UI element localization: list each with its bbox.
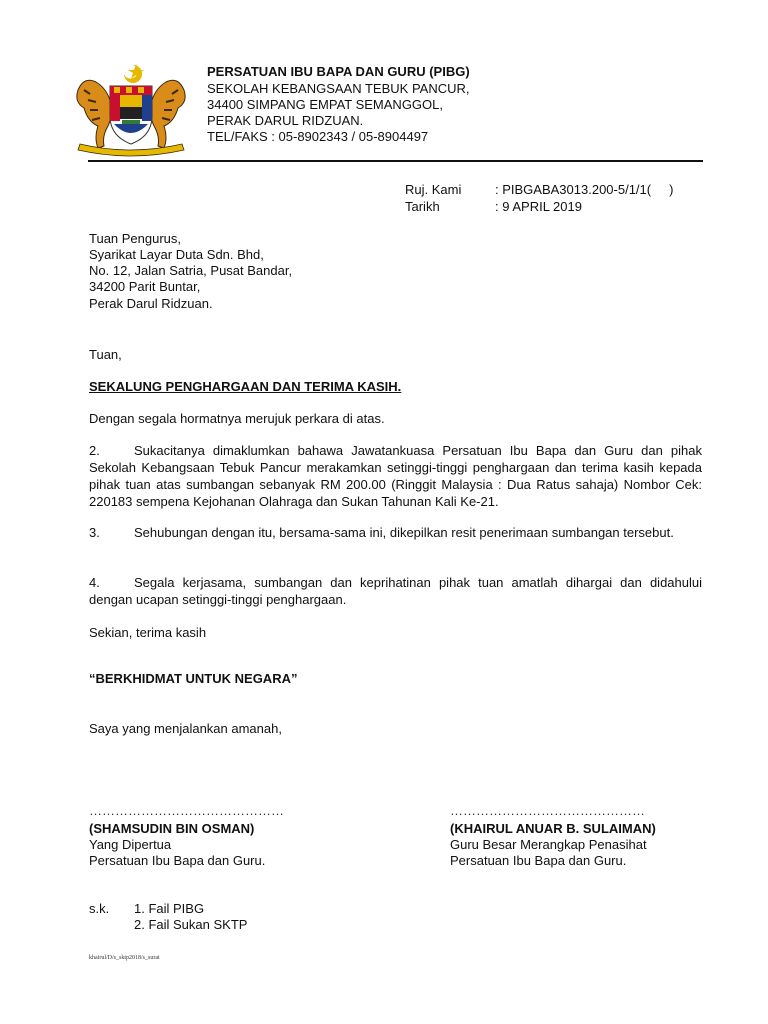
signature-line-left: ……………………………………… xyxy=(89,803,284,818)
date-value: : 9 APRIL 2019 xyxy=(495,199,582,214)
recipient-line-5: Perak Darul Ridzuan. xyxy=(89,296,213,311)
paragraph-text: Segala kerjasama, sumbangan dan keprihatinan pihak tuan amatlah dihargai dan didahului dengan ucapan setinggi-tinggi penghargaan. xyxy=(89,575,702,607)
salutation: Tuan, xyxy=(89,347,122,362)
date-label: Tarikh xyxy=(405,199,440,214)
ref-row xyxy=(405,181,673,198)
letterhead-divider xyxy=(88,160,703,162)
paragraph-number: 3. xyxy=(89,525,100,540)
motto: “BERKHIDMAT UNTUK NEGARA” xyxy=(89,671,298,686)
sign-off: Saya yang menjalankan amanah, xyxy=(89,721,282,736)
cc-label: s.k. xyxy=(89,901,110,916)
recipient-line-1: Tuan Pengurus, xyxy=(89,231,182,246)
cc-item-2: 2. Fail Sukan SKTP xyxy=(134,917,248,932)
cc-item-1: 1. Fail PIBG xyxy=(134,901,205,916)
signatory-org-left: Persatuan Ibu Bapa dan Guru. xyxy=(89,853,266,868)
signature-line-right: ……………………………………… xyxy=(450,803,645,818)
address-line-3: PERAK DARUL RIDZUAN. xyxy=(207,113,364,128)
paragraph-number: 2. xyxy=(89,443,100,458)
address-line-1: SEKOLAH KEBANGSAAN TEBUK PANCUR, xyxy=(207,81,470,96)
contact-line: TEL/FAKS : 05-8902343 / 05-8904497 xyxy=(207,129,429,144)
address-line-2: 34400 SIMPANG EMPAT SEMANGGOL, xyxy=(207,97,443,112)
footer-file-path: khairul/D/s_sktp2018/s_surat xyxy=(89,955,160,961)
recipient-line-3: No. 12, Jalan Satria, Pusat Bandar, xyxy=(89,263,293,278)
paragraph-4 xyxy=(89,574,702,608)
signatory-title-right: Guru Besar Merangkap Penasihat xyxy=(450,837,647,852)
coat-of-arms-logo xyxy=(70,60,192,158)
subject-heading: SEKALUNG PENGHARGAAN DAN TERIMA KASIH. xyxy=(89,379,402,394)
signatory-org-right: Persatuan Ibu Bapa dan Guru. xyxy=(450,853,627,868)
ref-label: Ruj. Kami xyxy=(405,182,462,197)
paragraph-3 xyxy=(89,524,702,541)
recipient-line-4: 34200 Parit Buntar, xyxy=(89,279,201,294)
ref-value: : PIBGABA3013.200-5/1/1( ) xyxy=(495,182,674,197)
paragraph-2 xyxy=(89,442,702,510)
paragraph-text: Sehubungan dengan itu, bersama-sama ini, dikepilkan resit penerimaan sumbangan tersebut. xyxy=(134,525,674,540)
opening-line: Dengan segala hormatnya merujuk perkara di atas. xyxy=(89,411,385,426)
org-name: PERSATUAN IBU BAPA DAN GURU (PIBG) xyxy=(207,64,470,79)
signatory-title-left: Yang Dipertua xyxy=(89,837,172,852)
closing-line: Sekian, terima kasih xyxy=(89,625,207,640)
paragraph-number: 4. xyxy=(89,575,100,590)
recipient-line-2: Syarikat Layar Duta Sdn. Bhd, xyxy=(89,247,264,262)
signatory-name-right: (KHAIRUL ANUAR B. SULAIMAN) xyxy=(450,821,656,836)
signatory-name-left: (SHAMSUDIN BIN OSMAN) xyxy=(89,821,255,836)
date-row xyxy=(405,198,582,215)
paragraph-text: Sukacitanya dimaklumkan bahawa Jawatankuasa Persatuan Ibu Bapa dan Guru dan pihak Sekolah Kebangsaan Tebuk Pancur merakamkan setinggi-tinggi penghargaan dan terima kasih kepada pihak tuan atas sumbangan sebanyak RM 200.00 (Ringgit Malaysia : Dua Ratus sahaja) Nombor Cek: 220183 sempena Kejohanan Olahraga dan Sukan Tahunan Kali Ke-21. xyxy=(89,443,702,509)
